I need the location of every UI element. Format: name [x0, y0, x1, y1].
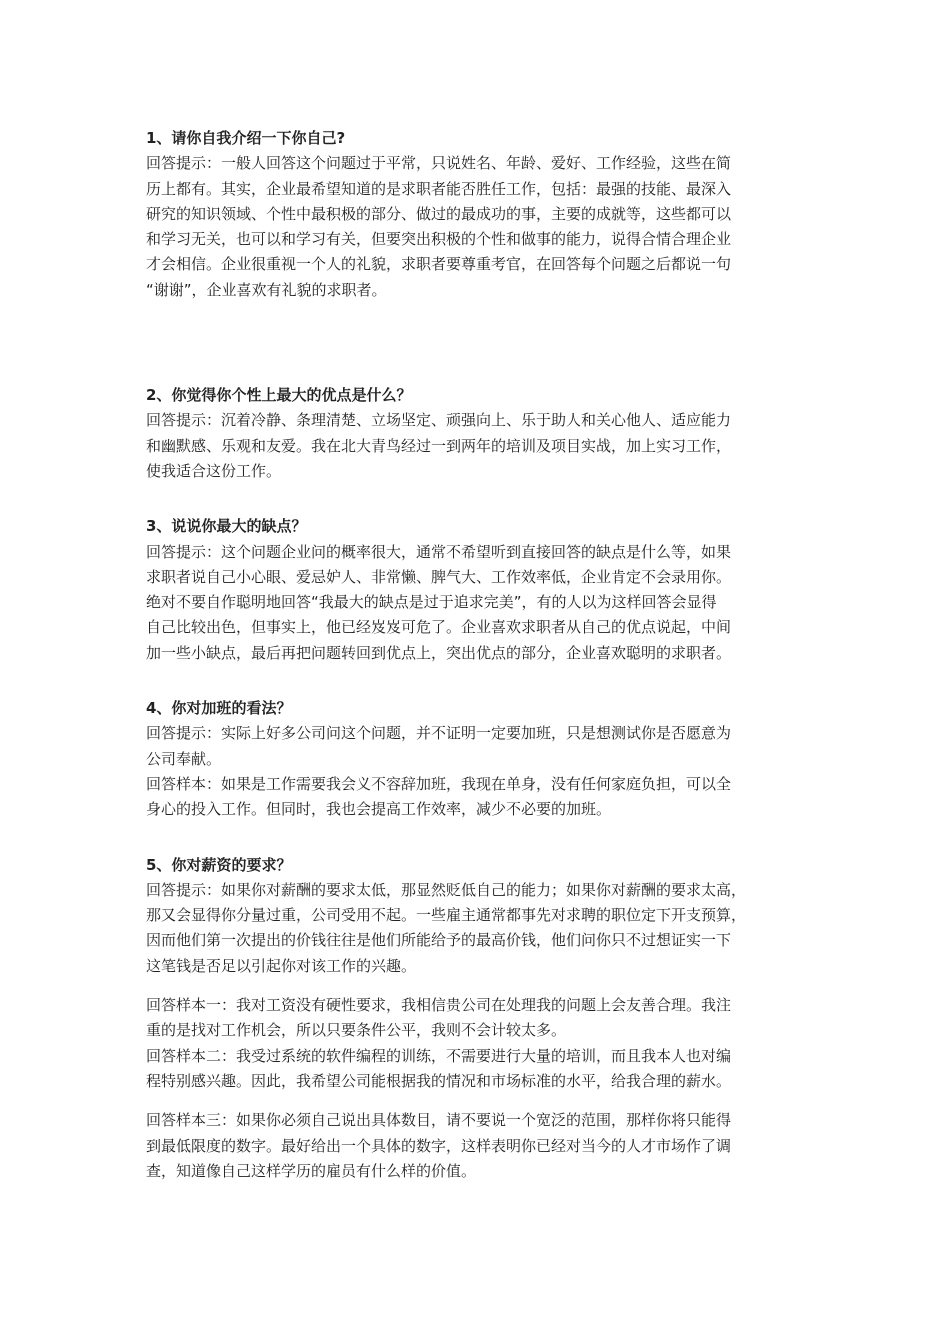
text-line: 因而他们第一次提出的价钱往往是他们所能给予的最高价钱，他们问你只不过想证实一下: [146, 931, 732, 950]
text-line: 自己比较出色，但事实上，他已经岌岌可危了。企业喜欢求职者从自己的优点说起，中间: [146, 618, 732, 637]
spacer: [146, 1094, 806, 1108]
question-heading: 1、请你自我介绍一下你自己?: [146, 129, 346, 147]
text-line: 公司奉献。: [146, 749, 222, 768]
answer-paragraph: [146, 408, 806, 484]
section-4: [146, 696, 806, 822]
text-line: 回答提示：一般人回答这个问题过于平常，只说姓名、年龄、爱好、工作经验，这些在简: [146, 154, 732, 173]
text-line: 回答提示：如果你对薪酬的要求太低，那显然贬低自己的能力；如果你对薪酬的要求太高，: [146, 880, 747, 899]
spacer: [146, 979, 806, 993]
answer-paragraph: [146, 993, 806, 1094]
question-heading: 5、你对薪资的要求？: [146, 855, 292, 874]
text-line: 使我适合这份工作。: [146, 461, 282, 480]
text-line: 回答提示：沉着冷静、条理清楚、立场坚定、顽强向上、乐于助人和关心他人、适应能力: [146, 411, 732, 430]
text-line: 回答样本三：如果你必须自己说出具体数目，请不要说一个宽泛的范围，那样你将只能得: [146, 1111, 732, 1130]
document-body: [146, 126, 806, 1184]
text-line: 才会相信。企业很重视一个人的礼貌，求职者要尊重考官，在回答每个问题之后都说一句: [146, 255, 732, 274]
text-line: 回答提示：实际上好多公司问这个问题，并不证明一定要加班，只是想测试你是否愿意为: [146, 724, 732, 743]
text-line: 绝对不要自作聪明地回答“我最大的缺点是过于追求完美”，有的人以为这样回答会显得: [146, 593, 717, 612]
text-line: 回答样本一：我对工资没有硬性要求，我相信贵公司在处理我的问题上会友善合理。我注: [146, 996, 732, 1015]
text-line: 加一些小缺点，最后再把问题转回到优点上，突出优点的部分，企业喜欢聪明的求职者。: [146, 643, 732, 662]
text-line: “谢谢”，企业喜欢有礼貌的求职者。: [146, 280, 387, 299]
spacer: [146, 484, 806, 514]
text-line: 回答样本二：我受过系统的软件编程的训练，不需要进行大量的培训，而且我本人也对编: [146, 1046, 732, 1065]
text-line: 和幽默感、乐观和友爱。我在北大青鸟经过一到两年的培训及项目实战，加上实习工作，: [146, 436, 732, 455]
text-line: 重的是找对工作机会，所以只要条件公平，我则不会计较太多。: [146, 1021, 567, 1040]
answer-paragraph: [146, 1108, 806, 1184]
text-line: 和学习无关，也可以和学习有关，但要突出积极的个性和做事的能力，说得合情合理企业: [146, 230, 732, 249]
text-line: 程特别感兴趣。因此，我希望公司能根据我的情况和市场标准的水平，给我合理的薪水。: [146, 1071, 732, 1090]
text-line: 回答提示：这个问题企业问的概率很大，通常不希望听到直接回答的缺点是什么等，如果: [146, 542, 732, 561]
spacer: [146, 303, 806, 383]
text-line: 这笔钱是否足以引起你对该工作的兴趣。: [146, 956, 417, 975]
text-line: 到最低限度的数字。最好给出一个具体的数字，这样表明你已经对当今的人才市场作了调: [146, 1136, 732, 1155]
text-line: 求职者说自己小心眼、爱忌妒人、非常懒、脾气大、工作效率低，企业肯定不会录用你。: [146, 567, 732, 586]
question-heading: 3、说说你最大的缺点？: [146, 517, 307, 536]
answer-paragraph: [146, 721, 806, 822]
section-2: [146, 383, 806, 484]
text-line: 查，知道像自己这样学历的雇员有什么样的价值。: [146, 1161, 477, 1180]
section-3: [146, 514, 806, 666]
text-line: 历上都有。其实，企业最希望知道的是求职者能否胜任工作，包括：最强的技能、最深入: [146, 179, 732, 198]
question-heading: 2、你觉得你个性上最大的优点是什么？: [146, 386, 412, 405]
text-line: 研究的知识领域、个性中最积极的部分、做过的最成功的事，主要的成就等，这些都可以: [146, 204, 732, 223]
section-1: [146, 126, 806, 303]
spacer: [146, 823, 806, 853]
text-line: 回答样本：如果是工作需要我会义不容辞加班，我现在单身，没有任何家庭负担，可以全: [146, 774, 732, 793]
text-line: 身心的投入工作。但同时，我也会提高工作效率，减少不必要的加班。: [146, 800, 612, 819]
answer-paragraph: [146, 878, 806, 979]
answer-paragraph: [146, 151, 806, 303]
section-5: [146, 853, 806, 1185]
text-line: 那又会显得你分量过重，公司受用不起。一些雇主通常都事先对求聘的职位定下开支预算，: [146, 906, 747, 925]
question-heading: 4、你对加班的看法？: [146, 699, 292, 718]
answer-paragraph: [146, 540, 806, 666]
spacer: [146, 666, 806, 696]
